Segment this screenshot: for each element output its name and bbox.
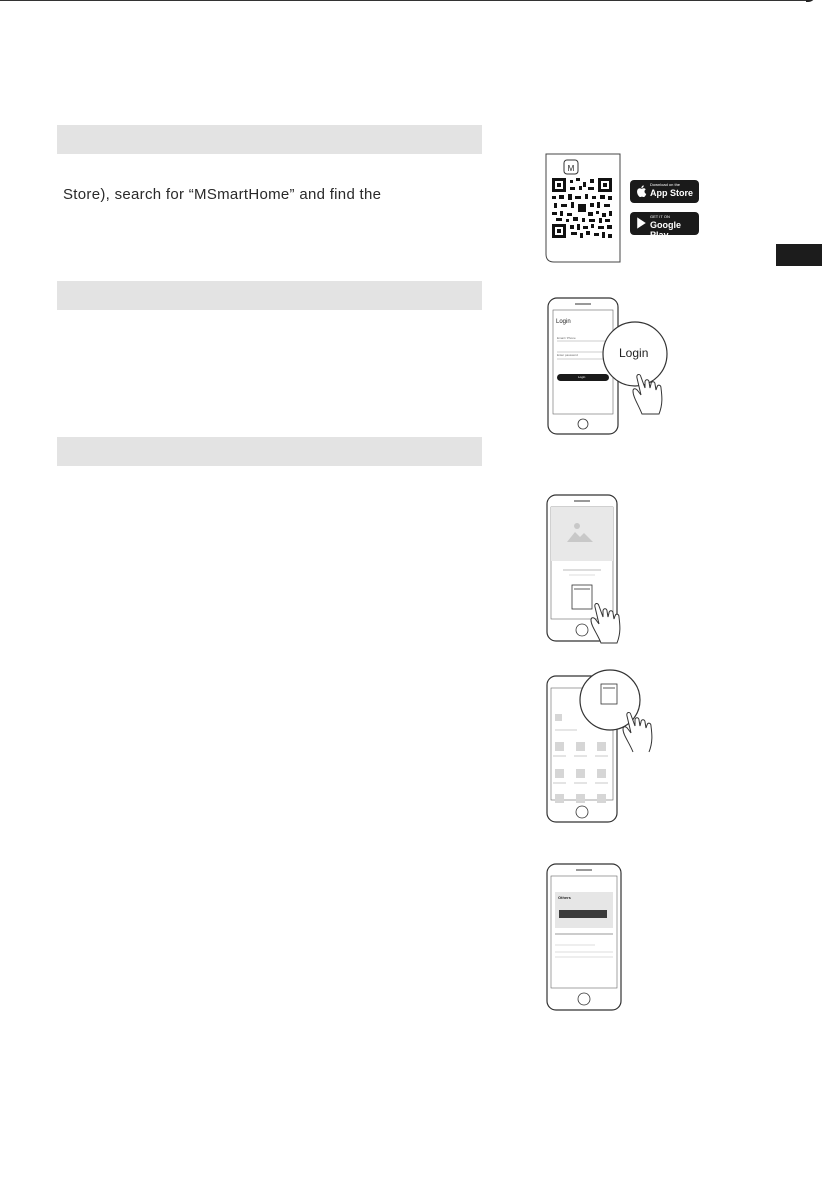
device-card-title: Others bbox=[558, 895, 571, 900]
section-band-1 bbox=[57, 125, 482, 154]
login-zoom-label: Login bbox=[619, 346, 649, 360]
login-title: Login bbox=[556, 319, 571, 325]
section-band-2 bbox=[57, 281, 482, 310]
email-field-label: Email / Phone bbox=[557, 336, 576, 340]
top-rule bbox=[0, 0, 808, 1]
dishwasher-icon bbox=[572, 585, 592, 609]
google-play-icon bbox=[636, 217, 647, 229]
instruction-text: Store), search for “MSmartHome” and find the bbox=[63, 186, 382, 203]
page-corner bbox=[806, 0, 816, 2]
svg-text:M: M bbox=[567, 164, 575, 173]
app-store-badge[interactable] bbox=[630, 180, 699, 203]
login-button-label: Login bbox=[578, 375, 586, 379]
appliance-grid-figure bbox=[545, 662, 660, 824]
device-detail-phone bbox=[545, 862, 625, 1012]
device-detail-figure bbox=[545, 862, 625, 1012]
login-phone bbox=[545, 296, 680, 436]
section-band-3 bbox=[57, 437, 482, 466]
password-field-label: Enter password bbox=[557, 353, 578, 357]
app-store-small-label: Download on the bbox=[650, 182, 681, 187]
appliance-grid-phone bbox=[545, 662, 660, 824]
device-select-phone bbox=[545, 493, 630, 645]
google-play-badge[interactable] bbox=[630, 212, 699, 240]
login-figure bbox=[545, 296, 680, 436]
qr-code-icon bbox=[552, 178, 612, 238]
apple-icon bbox=[636, 185, 647, 197]
language-tab bbox=[776, 244, 822, 266]
device-select-figure bbox=[545, 493, 630, 645]
google-play-small-label: GET IT ON bbox=[650, 214, 670, 219]
app-store-label: App Store bbox=[650, 188, 694, 198]
download-figure bbox=[540, 152, 710, 264]
google-play-label: Google Play bbox=[650, 220, 681, 240]
top-border bbox=[0, 0, 808, 1]
